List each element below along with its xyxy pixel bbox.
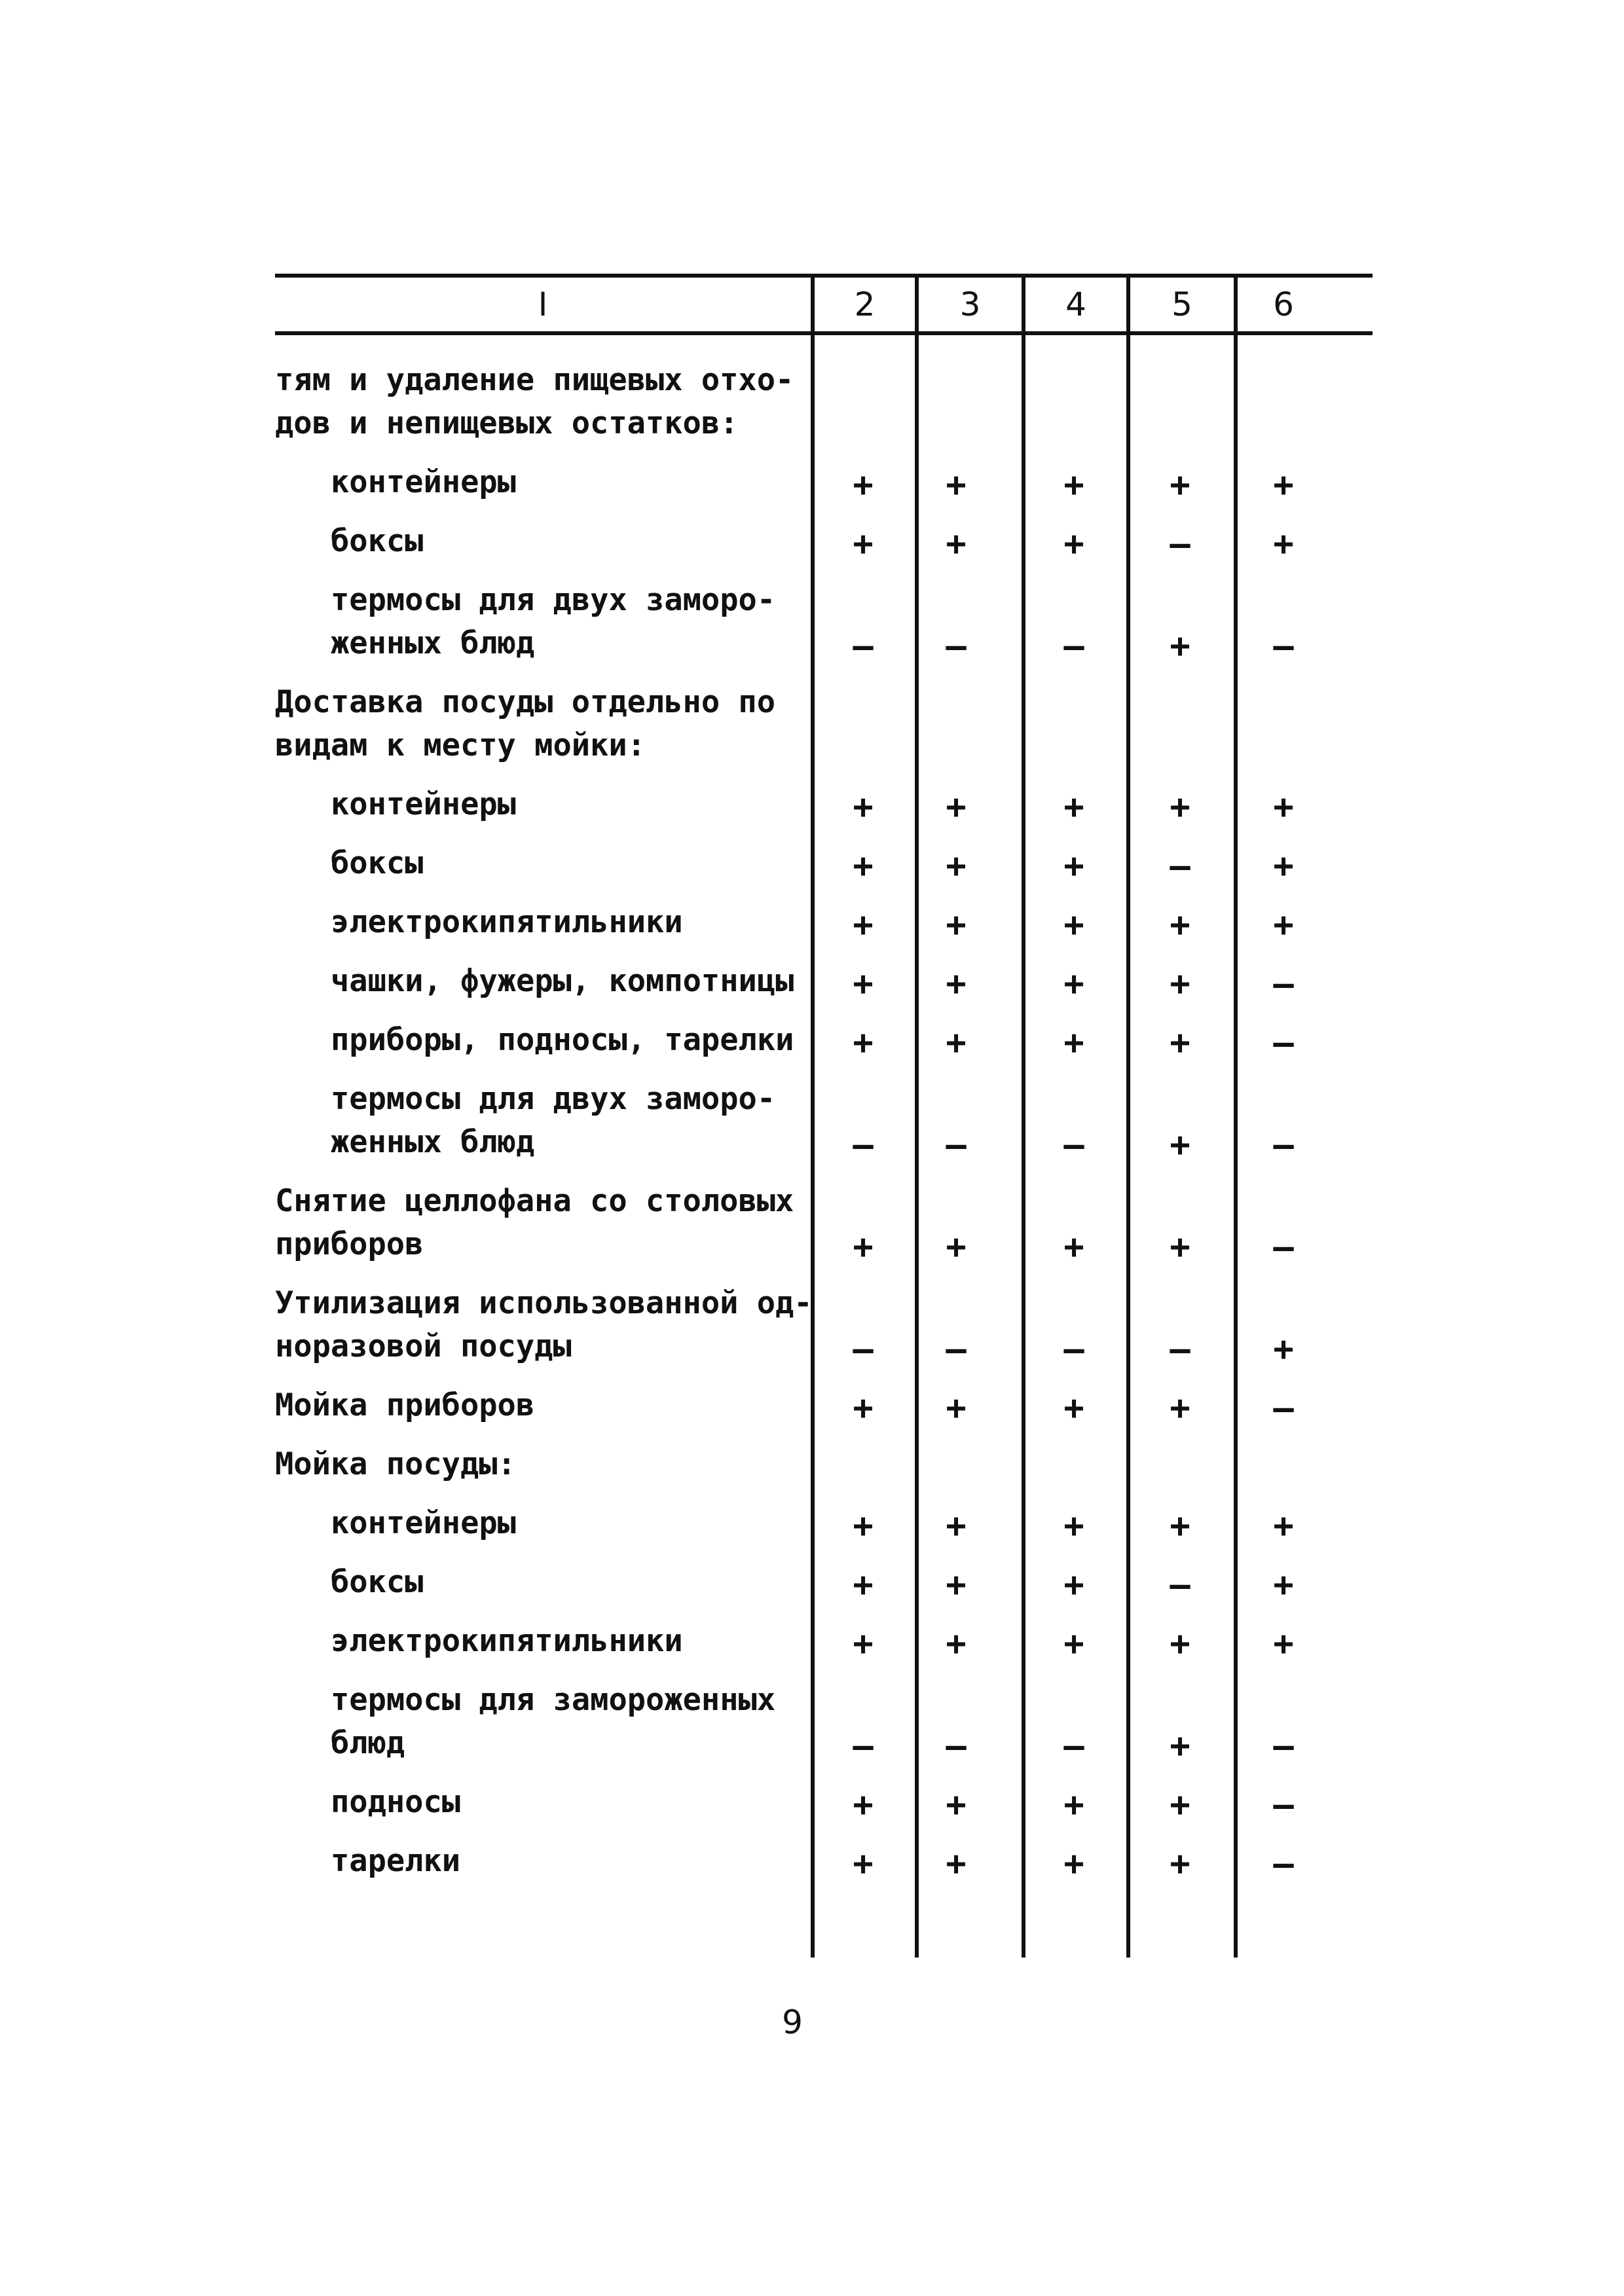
cell-mark: – <box>853 1125 874 1165</box>
cell-mark: + <box>1170 1023 1190 1063</box>
row-label-line: боксы <box>331 845 424 881</box>
row-label-line: тям и удаление пищевых отхо- <box>275 362 794 398</box>
cell-mark: + <box>1063 905 1084 945</box>
column-header-3: 3 <box>959 285 981 323</box>
cell-mark: + <box>1063 1023 1084 1063</box>
cell-mark: + <box>946 1023 967 1063</box>
cell-mark: – <box>1063 1330 1084 1369</box>
cell-mark: + <box>853 1624 874 1664</box>
cell-mark: + <box>1063 1624 1084 1664</box>
cell-mark: + <box>946 1624 967 1664</box>
cell-mark: – <box>1273 627 1294 666</box>
row-label-line: приборы, подносы, тарелки <box>331 1022 794 1058</box>
cell-mark: + <box>1273 1506 1294 1546</box>
cell-mark: – <box>1170 847 1190 886</box>
row-label-line: боксы <box>331 523 424 559</box>
cell-mark: – <box>946 1726 967 1766</box>
cell-mark: + <box>1063 1506 1084 1546</box>
column-divider-2 <box>915 274 919 1958</box>
cell-mark: + <box>1063 788 1084 827</box>
cell-mark: + <box>946 964 967 1004</box>
table-top-rule <box>275 274 1373 278</box>
cell-mark: + <box>853 1228 874 1267</box>
cell-mark: – <box>1273 1125 1294 1165</box>
cell-mark: – <box>853 627 874 666</box>
cell-mark: + <box>1170 1125 1190 1165</box>
cell-mark: – <box>1170 1330 1190 1369</box>
cell-mark: + <box>1273 465 1294 505</box>
row-label-line: Доставка посуды отдельно по <box>275 684 776 720</box>
cell-mark: + <box>1170 465 1190 505</box>
cell-mark: – <box>1170 1565 1190 1605</box>
cell-mark: + <box>853 1785 874 1825</box>
row-label-line: Мойка приборов <box>275 1387 535 1423</box>
cell-mark: + <box>1170 1785 1190 1825</box>
cell-mark: + <box>853 847 874 886</box>
cell-mark: – <box>946 627 967 666</box>
column-divider-3 <box>1022 274 1025 1958</box>
cell-mark: + <box>946 1565 967 1605</box>
column-divider-4 <box>1126 274 1130 1958</box>
cell-mark: – <box>946 1330 967 1369</box>
cell-mark: + <box>1273 524 1294 564</box>
cell-mark: + <box>1063 847 1084 886</box>
row-label-line: норазовой посуды <box>275 1328 572 1364</box>
cell-mark: + <box>853 1389 874 1428</box>
cell-mark: + <box>1170 627 1190 666</box>
row-label-line: дов и непищевых остатков: <box>275 405 739 441</box>
cell-mark: + <box>946 524 967 564</box>
row-label-line: электрокипятильники <box>331 904 683 940</box>
row-label-line: термосы для двух заморо- <box>331 582 776 618</box>
cell-mark: + <box>853 788 874 827</box>
cell-mark: – <box>1273 1726 1294 1766</box>
cell-mark: + <box>853 1565 874 1605</box>
row-label-line: блюд <box>331 1725 405 1761</box>
cell-mark: + <box>946 1506 967 1546</box>
cell-mark: + <box>946 465 967 505</box>
column-header-4: 4 <box>1065 285 1086 323</box>
column-header-1: I <box>538 285 548 323</box>
row-label-line: Утилизация использованной од- <box>275 1285 813 1321</box>
cell-mark: + <box>1273 1565 1294 1605</box>
cell-mark: + <box>946 905 967 945</box>
cell-mark: + <box>946 1228 967 1267</box>
cell-mark: + <box>1063 524 1084 564</box>
column-divider-1 <box>811 274 815 1958</box>
column-header-5: 5 <box>1172 285 1192 323</box>
cell-mark: – <box>1063 1726 1084 1766</box>
cell-mark: – <box>1273 1785 1294 1825</box>
cell-mark: + <box>1170 1389 1190 1428</box>
cell-mark: + <box>853 1844 874 1884</box>
row-label-line: женных блюд <box>331 625 535 661</box>
page-number: 9 <box>782 2003 803 2041</box>
cell-mark: + <box>1170 1228 1190 1267</box>
row-label-line: женных блюд <box>331 1124 535 1160</box>
column-header-6: 6 <box>1273 285 1294 323</box>
cell-mark: + <box>946 1844 967 1884</box>
cell-mark: + <box>1063 964 1084 1004</box>
cell-mark: + <box>853 1023 874 1063</box>
cell-mark: + <box>1170 1726 1190 1766</box>
cell-mark: + <box>1273 788 1294 827</box>
cell-mark: + <box>853 1506 874 1546</box>
cell-mark: + <box>1273 905 1294 945</box>
table-header-rule <box>275 331 1373 335</box>
cell-mark: + <box>1063 1844 1084 1884</box>
cell-mark: + <box>1063 465 1084 505</box>
cell-mark: + <box>1063 1228 1084 1267</box>
cell-mark: + <box>853 465 874 505</box>
cell-mark: + <box>1063 1785 1084 1825</box>
row-label-line: термосы для замороженных <box>331 1682 776 1718</box>
cell-mark: – <box>853 1726 874 1766</box>
row-label-line: видам к месту мойки: <box>275 727 646 763</box>
row-label-line: контейнеры <box>331 464 516 500</box>
row-label-line: чашки, фужеры, компотницы <box>331 963 794 999</box>
cell-mark: – <box>1063 1125 1084 1165</box>
cell-mark: + <box>1063 1565 1084 1605</box>
cell-mark: + <box>853 524 874 564</box>
row-label-line: электрокипятильники <box>331 1623 683 1659</box>
cell-mark: + <box>1170 1624 1190 1664</box>
cell-mark: + <box>946 788 967 827</box>
row-label-line: контейнеры <box>331 1505 516 1541</box>
cell-mark: + <box>853 964 874 1004</box>
cell-mark: + <box>1170 788 1190 827</box>
cell-mark: – <box>946 1125 967 1165</box>
row-label-line: Снятие целлофана со столовых <box>275 1183 794 1219</box>
cell-mark: + <box>1273 1330 1294 1369</box>
cell-mark: + <box>1170 905 1190 945</box>
cell-mark: + <box>1170 964 1190 1004</box>
cell-mark: + <box>1273 1624 1294 1664</box>
cell-mark: – <box>1273 964 1294 1004</box>
row-label-line: боксы <box>331 1564 424 1600</box>
column-divider-5 <box>1234 274 1238 1958</box>
cell-mark: – <box>1273 1228 1294 1267</box>
cell-mark: – <box>1273 1844 1294 1884</box>
row-label-line: контейнеры <box>331 786 516 822</box>
cell-mark: – <box>1273 1023 1294 1063</box>
cell-mark: + <box>853 905 874 945</box>
cell-mark: + <box>946 1389 967 1428</box>
column-header-2: 2 <box>854 285 876 323</box>
row-label-line: тарелки <box>331 1843 461 1879</box>
row-label-line: термосы для двух заморо- <box>331 1081 776 1117</box>
cell-mark: + <box>946 1785 967 1825</box>
cell-mark: + <box>946 847 967 886</box>
cell-mark: – <box>1063 627 1084 666</box>
row-label-line: Мойка посуды: <box>275 1446 516 1482</box>
cell-mark: + <box>1170 1506 1190 1546</box>
cell-mark: – <box>853 1330 874 1369</box>
cell-mark: + <box>1063 1389 1084 1428</box>
cell-mark: – <box>1273 1389 1294 1428</box>
cell-mark: – <box>1170 524 1190 564</box>
row-label-line: приборов <box>275 1226 424 1262</box>
cell-mark: + <box>1170 1844 1190 1884</box>
cell-mark: + <box>1273 847 1294 886</box>
row-label-line: подносы <box>331 1784 461 1820</box>
